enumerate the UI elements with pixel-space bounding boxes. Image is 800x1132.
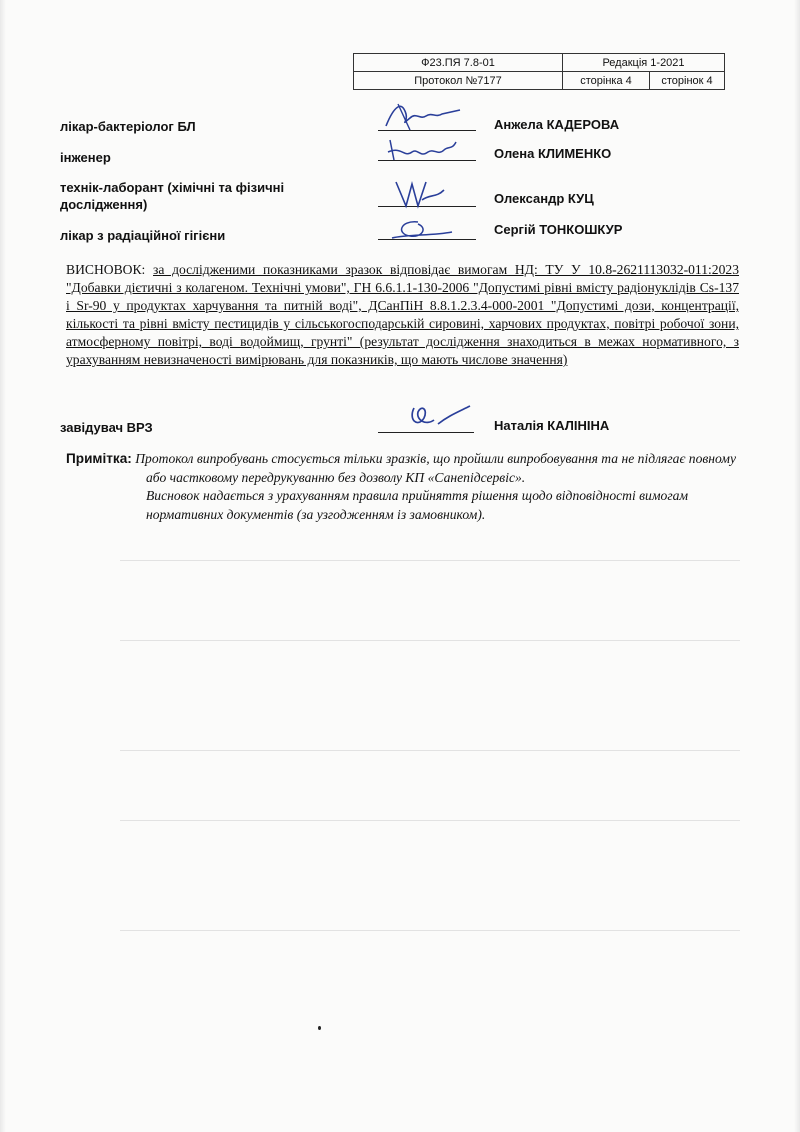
signatory-name: Сергій ТОНКОШКУР (494, 222, 623, 237)
conclusion-text: за дослідженими показниками зразок відповідає вимогам НД: ТУ У 10.8-2621113032-011:2023 "Добавки дієтичні з колагеном. Технічні умови", ГН 6.6.1.1-130-2006 "Допустимі рівні вмісту радіонуклідів Cs-137 і Sr-90 у продуктах харчування та питній воді", ДСанПіН 8.8.1.2.3.4-000-2001 "Допустимі дози, концентрації, кількості та рівні вмісту пестицидів у сільськогосподарській сировині, харчових продуктах, повітрі робочої зони, атмосферному повітрі, воді водоймищ, грунті" (результат дослідження знаходиться в межах нормативного, з урахуванням невизначеності вимірювань для показників, що мають числове значення) (66, 262, 739, 367)
ink-speck (318, 1026, 321, 1030)
note-block (66, 450, 742, 524)
head-role: завідувач ВРЗ (60, 420, 153, 435)
page-edge-right (794, 0, 800, 1132)
bleed-through-line (120, 750, 740, 751)
page-number-cell: сторінка 4 (563, 72, 650, 90)
signatory-role: лікар з радіаційної гігієни (60, 228, 226, 243)
signatory-name: Олександр КУЦ (494, 191, 594, 206)
bleed-through-line (120, 640, 740, 641)
conclusion-paragraph (66, 261, 739, 369)
handwritten-signature (382, 136, 462, 166)
signatory-name: Анжела КАДЕРОВА (494, 117, 620, 132)
note-line-2: Висновок надається з урахуванням правила прийняття рішення щодо відповідності вимогам нормативних документів (за узгодженням із замовником). (146, 488, 689, 522)
handwritten-signature (388, 214, 458, 244)
signatory-role: інженер (60, 150, 111, 165)
note-second-item (66, 487, 742, 524)
bleed-through-line (120, 560, 740, 561)
note-label: Примітка: (66, 451, 132, 466)
conclusion-label: ВИСНОВОК: (66, 262, 146, 277)
signatory-name: Олена КЛИМЕНКО (494, 146, 612, 161)
page-edge-left (0, 0, 6, 1132)
edition-cell: Редакція 1-2021 (563, 54, 725, 72)
head-name: Наталія КАЛІНІНА (494, 418, 610, 433)
handwritten-signature (404, 398, 476, 434)
note-line-1: Протокол випробувань стосується тільки зразків, що пройшли випробовування та не підлягає повному або частковому передрукуванню без дозволу КП «Санепідсервіс». (135, 451, 737, 485)
bleed-through-line (120, 930, 740, 931)
form-code-cell: Ф23.ПЯ 7.8-01 (354, 54, 563, 72)
page-count-cell: сторінок 4 (650, 72, 725, 90)
handwritten-signature (392, 176, 452, 212)
protocol-number-cell: Протокол №7177 (354, 72, 563, 90)
header-table (353, 53, 725, 90)
signatory-role: лікар-бактеріолог БЛ (60, 119, 196, 134)
signatory-role: технік-лаборант (хімічні та фізичні дослідження) (60, 180, 285, 212)
note-first-item (66, 450, 742, 487)
handwritten-signature (380, 96, 470, 136)
bleed-through-line (120, 820, 740, 821)
